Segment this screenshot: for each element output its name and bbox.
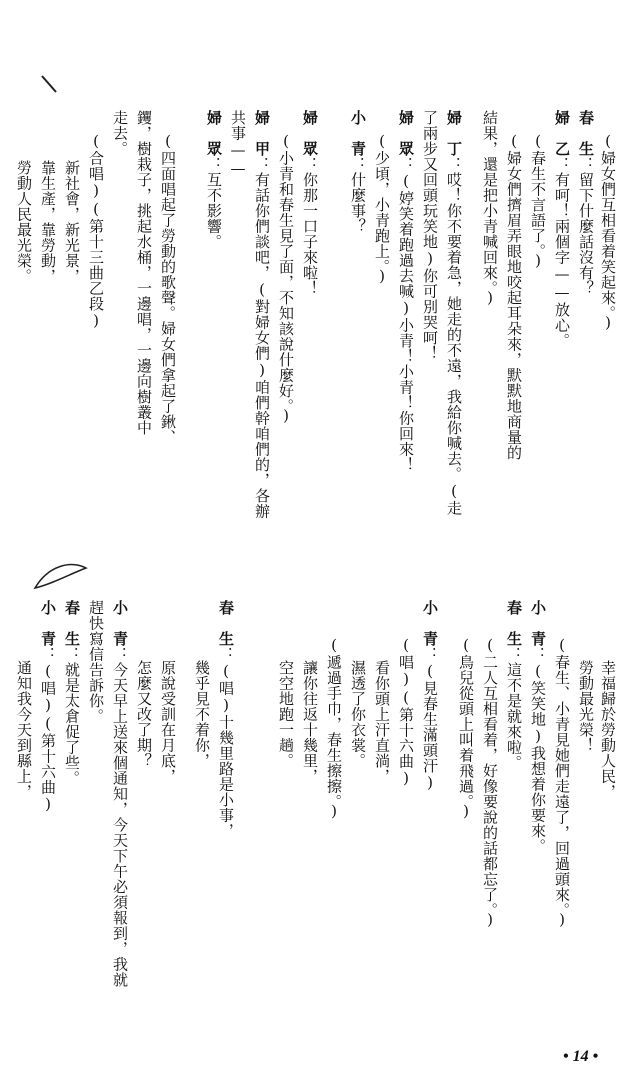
speaker-label: 春 生 bbox=[505, 600, 523, 647]
text-column bbox=[40, 160, 55, 284]
speaker-label: 春 生 bbox=[577, 110, 595, 157]
line-text: (春生不言語了。) bbox=[529, 132, 547, 270]
text-column bbox=[482, 636, 497, 929]
text-column bbox=[112, 600, 127, 988]
text-column bbox=[326, 636, 341, 821]
text-column bbox=[40, 600, 55, 814]
line-text: ：(唱)(第十六曲) bbox=[39, 646, 57, 814]
pencil-stroke-mark bbox=[36, 70, 66, 100]
speaker-label: 婦 眾 bbox=[397, 110, 415, 157]
text-column bbox=[64, 600, 79, 786]
line-text: 共事—— bbox=[229, 110, 247, 178]
text-column bbox=[422, 600, 437, 792]
line-text: 原說受訓在月底， bbox=[159, 660, 177, 784]
speaker-label: 小 青 bbox=[349, 110, 367, 157]
line-text: (鳥兒從頭上叫着飛過。) bbox=[457, 636, 475, 821]
text-column bbox=[398, 636, 413, 788]
speaker-label: 婦 甲 bbox=[253, 110, 271, 157]
line-text: 勞動最光榮！ bbox=[577, 660, 595, 753]
line-text: ：(笑笑地)我想着你要來。 bbox=[529, 646, 547, 854]
line-text: ：這不是就來啦。 bbox=[505, 646, 523, 771]
speaker-label: 春 生 bbox=[63, 600, 81, 647]
text-column bbox=[302, 110, 317, 296]
line-text: 幸福歸於勞動人民， bbox=[599, 660, 617, 800]
text-column bbox=[230, 110, 245, 178]
line-text: ：有呵！兩個字——放心。 bbox=[553, 156, 571, 349]
text-column bbox=[600, 132, 615, 332]
line-text: ：哎！你不要着急，她走的不遠，我給你喊去。(走 bbox=[445, 156, 463, 516]
speaker-label: 婦 丁 bbox=[445, 110, 463, 157]
line-text: (四面唱起了勞動的歌聲。婦女們拿起了鍬、 bbox=[159, 132, 177, 445]
text-column bbox=[350, 660, 365, 769]
text-column bbox=[578, 110, 593, 296]
text-column bbox=[554, 110, 569, 349]
line-text: ：今天早上送來個通知，今天下午必須報到，我就 bbox=[111, 646, 129, 988]
line-text: 幾乎見不着你， bbox=[193, 660, 211, 769]
line-text: (合唱)(第十三曲乙段) bbox=[87, 132, 105, 330]
line-text: 濕透了你衣裳。 bbox=[349, 660, 367, 769]
text-column bbox=[578, 660, 593, 753]
line-text: (春生、小青見她們走遠了，回過頭來。) bbox=[553, 636, 571, 929]
text-column bbox=[16, 160, 31, 284]
line-text: ：什麼事？ bbox=[349, 156, 367, 234]
speaker-label: 小 青 bbox=[529, 600, 547, 647]
text-column bbox=[398, 110, 413, 473]
text-column bbox=[374, 660, 389, 784]
text-column bbox=[136, 660, 151, 769]
text-column bbox=[600, 660, 615, 800]
line-text: 空空地跑一趟。 bbox=[277, 660, 295, 769]
speaker-label: 婦 眾 bbox=[301, 110, 319, 157]
speaker-label: 小 青 bbox=[421, 600, 439, 647]
line-text: 钁，樹栽子，挑起水桶，一邊唱，一邊向樹叢中 bbox=[135, 110, 153, 436]
line-text: ：(婷笑着跑過去喊)小青！小青！你回來！ bbox=[397, 156, 415, 473]
text-column bbox=[278, 660, 293, 769]
line-text: (遞過手巾，春生擦擦。) bbox=[325, 636, 343, 821]
text-column bbox=[254, 110, 269, 519]
text-column bbox=[446, 110, 461, 516]
text-column bbox=[506, 132, 521, 461]
text-column bbox=[554, 636, 569, 929]
line-text: ：互不影響。 bbox=[205, 156, 223, 250]
line-text: 趕快寫信告訴你。 bbox=[87, 600, 105, 724]
text-column bbox=[218, 600, 233, 839]
text-column bbox=[482, 110, 497, 307]
line-text: ：(唱)十幾里路是小事， bbox=[217, 646, 235, 839]
pencil-scribble-mark bbox=[30, 556, 90, 596]
text-column bbox=[136, 110, 151, 436]
line-text: (小青和春生見了面，不知該說什麼好。) bbox=[277, 132, 295, 425]
line-text: 了兩步又回頭玩笑地)你可別哭呵！ bbox=[421, 110, 439, 361]
speaker-label: 春 生 bbox=[217, 600, 235, 647]
line-text: ：留下什麼話沒有？ bbox=[577, 156, 595, 296]
text-column bbox=[160, 132, 175, 445]
speaker-label: 婦 眾 bbox=[205, 110, 223, 157]
line-text: 靠生產，靠勞動， bbox=[39, 160, 57, 284]
text-column bbox=[374, 132, 389, 286]
line-text: 讓你往返十幾里， bbox=[301, 660, 319, 784]
text-column bbox=[422, 110, 437, 361]
text-column bbox=[530, 132, 545, 270]
text-column bbox=[206, 110, 221, 250]
line-text: (唱)(第十六曲) bbox=[397, 636, 415, 788]
line-text: 看你頭上汗直淌， bbox=[373, 660, 391, 784]
text-column bbox=[350, 110, 365, 234]
text-column bbox=[194, 660, 209, 769]
text-column bbox=[160, 660, 175, 784]
text-column bbox=[16, 660, 31, 800]
text-column bbox=[530, 600, 545, 854]
speaker-label: 小 青 bbox=[111, 600, 129, 647]
speaker-label: 婦 乙 bbox=[553, 110, 571, 157]
line-text: (二人互相看着，好像要說的話都忘了。) bbox=[481, 636, 499, 929]
text-column bbox=[458, 636, 473, 821]
line-text: ：你那一口子來啦！ bbox=[301, 156, 319, 296]
text-column bbox=[302, 660, 317, 784]
line-text: ：有話你們談吧，(對婦女們)咱們幹咱們的，各辦 bbox=[253, 156, 271, 519]
line-text: 新社會，新光景， bbox=[63, 160, 81, 284]
speaker-label: 小 青 bbox=[39, 600, 57, 647]
text-column bbox=[64, 160, 79, 284]
line-text: (婦女們擠眉弄眼地咬起耳朵來，默默地商量的 bbox=[505, 132, 523, 461]
text-column bbox=[112, 110, 127, 157]
line-text: (少頃，小青跑上。) bbox=[373, 132, 391, 286]
text-column bbox=[88, 600, 103, 724]
line-text: 怎麼又改了期？ bbox=[135, 660, 153, 769]
text-column bbox=[278, 132, 293, 425]
line-text: 通知我今天到縣上， bbox=[15, 660, 33, 800]
line-text: 結果，還是把小青喊回來。) bbox=[481, 110, 499, 307]
line-text: ：(見春生滿頭汗) bbox=[421, 646, 439, 792]
line-text: 勞動人民最光榮。 bbox=[15, 160, 33, 284]
text-column bbox=[506, 600, 521, 771]
line-text: (婦女們互相看着笑起來。) bbox=[599, 132, 617, 332]
line-text: 走去。 bbox=[111, 110, 129, 157]
line-text: ：就是太倉促了些。 bbox=[63, 646, 81, 786]
page-number: • 14 • bbox=[563, 1048, 599, 1065]
text-column bbox=[88, 132, 103, 330]
